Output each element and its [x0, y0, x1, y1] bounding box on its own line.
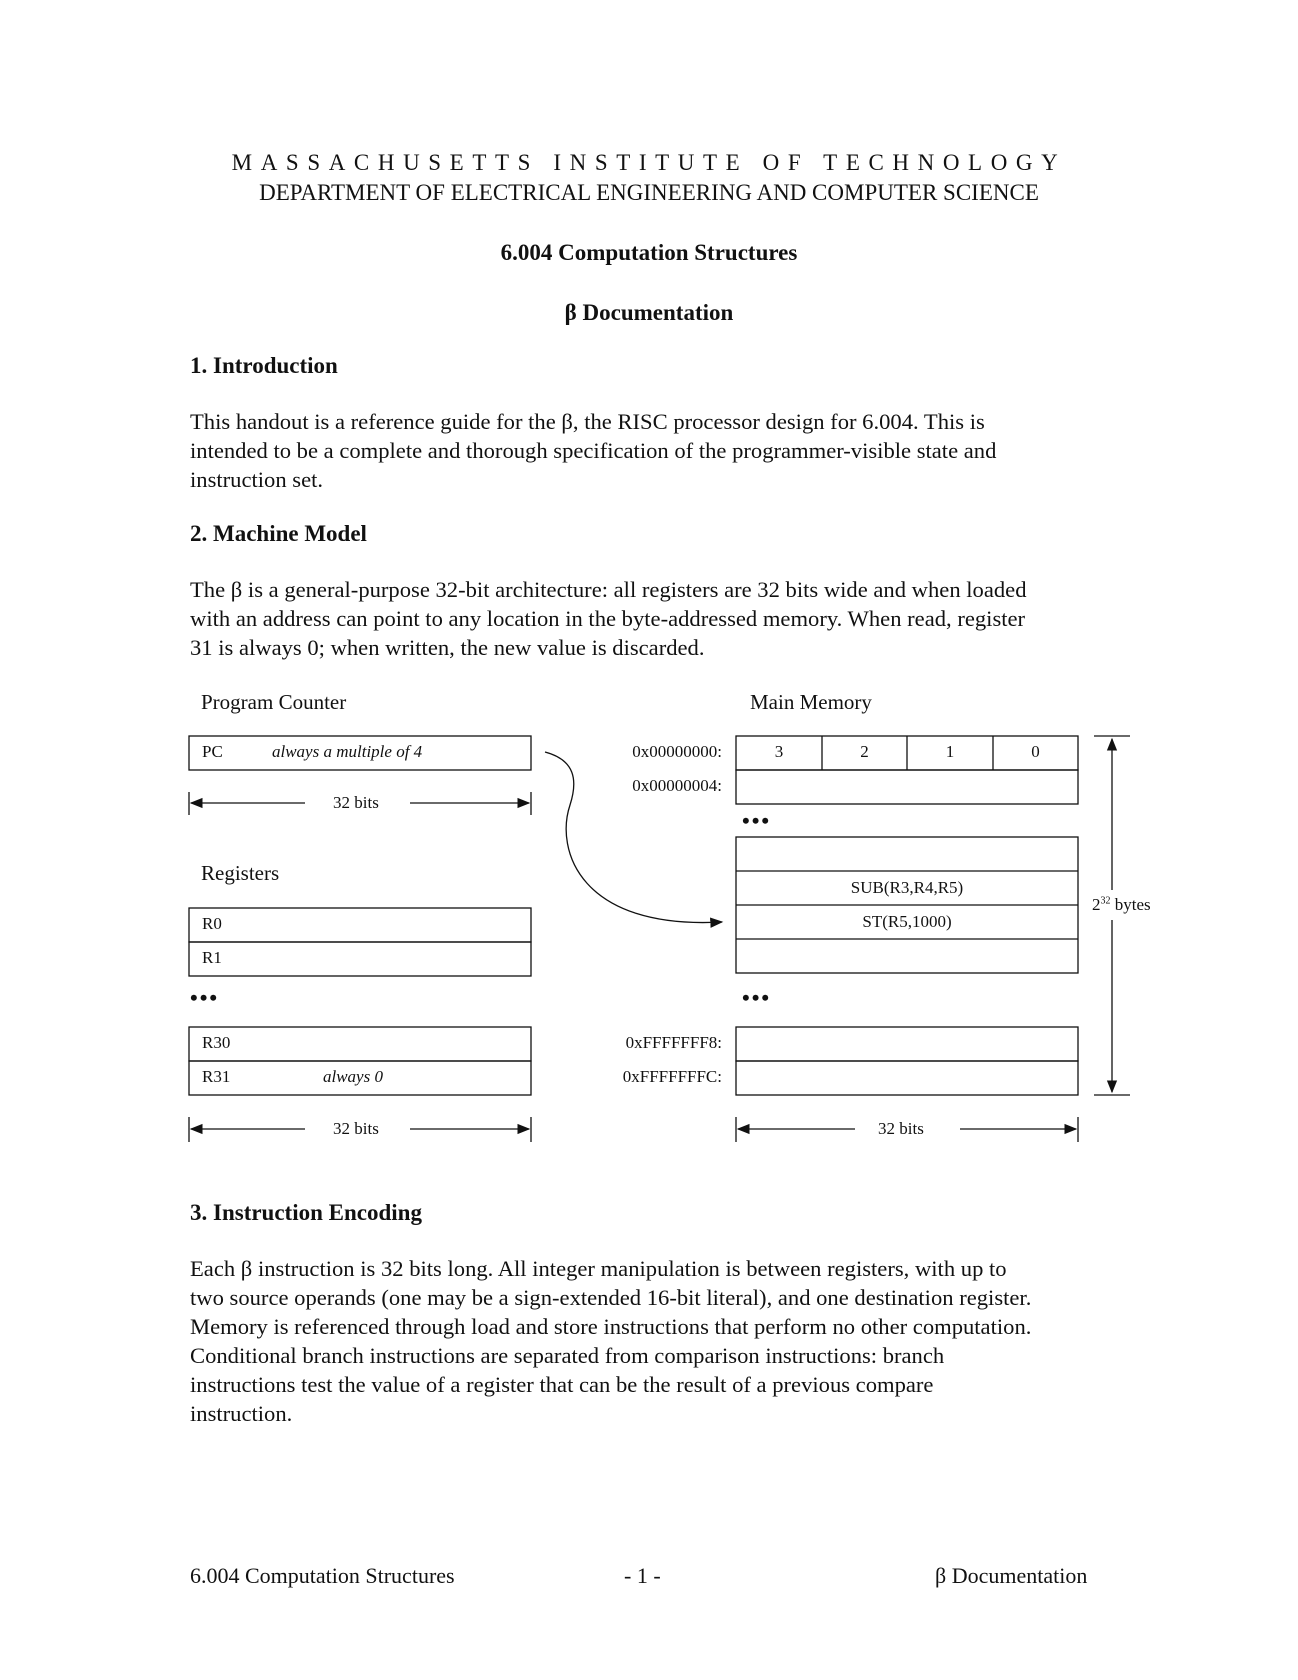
- section-heading-machine-model: 2. Machine Model: [190, 521, 367, 546]
- department-name: DEPARTMENT OF ELECTRICAL ENGINEERING AND COMPUTER SCIENCE: [259, 180, 1039, 205]
- course-title: 6.004 Computation Structures: [500, 240, 798, 265]
- registers-ellipsis: •••: [190, 985, 220, 1010]
- register-label-r30: R30: [202, 1033, 231, 1052]
- register-box-r0: [189, 908, 531, 942]
- byte-label: 0: [1031, 742, 1040, 761]
- paragraph-line: instruction set.: [190, 467, 324, 492]
- paragraph-line: Conditional branch instructions are separated from comparison instructions: branch: [190, 1343, 945, 1368]
- register-label-r0: R0: [202, 914, 222, 933]
- byte-label: 3: [774, 742, 784, 761]
- memory-width-label: 32 bits: [878, 1119, 924, 1138]
- address-label: 0xFFFFFFF8:: [625, 1033, 722, 1052]
- institution-name: MASSACHUSETTS INSTITUTE OF TECHNOLOGY: [231, 150, 1067, 175]
- memory-size-exponent: 32: [1100, 895, 1111, 907]
- paragraph-line: The β is a general-purpose 32-bit architecture: all registers are 32 bits wide and when loaded: [190, 577, 1027, 602]
- address-label: 0x00000004:: [632, 776, 722, 795]
- memory-size-base: 2: [1092, 895, 1101, 914]
- address-label: 0x00000000:: [632, 742, 722, 761]
- memory-instruction-st: ST(R5,1000): [862, 912, 952, 931]
- memory-word-fffc: [736, 1061, 1078, 1095]
- section-heading-instruction-encoding: 3. Instruction Encoding: [190, 1200, 422, 1225]
- footer-page-number: - 1 -: [624, 1563, 661, 1588]
- memory-ellipsis: •••: [742, 808, 772, 833]
- memory-word-4: [736, 770, 1078, 804]
- memory-word-fff8: [736, 1027, 1078, 1061]
- memory-ellipsis: •••: [742, 985, 772, 1010]
- pc-label: PC: [202, 742, 223, 761]
- instruction-encoding-paragraph: [190, 1254, 1150, 1428]
- register-label-r31: R31: [202, 1067, 231, 1086]
- register-label-r1: R1: [202, 948, 222, 967]
- pc-width-label: 32 bits: [333, 793, 379, 812]
- registers-title: Registers: [201, 861, 280, 885]
- footer-left: 6.004 Computation Structures: [190, 1563, 455, 1588]
- byte-label: 2: [860, 742, 869, 761]
- document-title: β Documentation: [564, 300, 734, 325]
- memory-size-label: [1092, 895, 1151, 915]
- section-heading-introduction: 1. Introduction: [190, 353, 338, 378]
- byte-label: 1: [945, 742, 955, 761]
- r31-note: always 0: [323, 1067, 383, 1086]
- paragraph-line: instructions test the value of a register that can be the result of a previous compare: [190, 1372, 934, 1397]
- main-memory-title: Main Memory: [750, 690, 872, 714]
- program-counter-title: Program Counter: [201, 690, 347, 714]
- paragraph-line: This handout is a reference guide for the β, the RISC processor design for 6.004. This is: [190, 409, 985, 434]
- paragraph-line: Each β instruction is 32 bits long. All integer manipulation is between registers, with up to: [190, 1256, 1007, 1281]
- footer-right: β Documentation: [935, 1563, 1088, 1588]
- paragraph-line: 31 is always 0; when written, the new value is discarded.: [190, 635, 705, 660]
- memory-size-unit: bytes: [1114, 895, 1151, 914]
- register-box-r1: [189, 942, 531, 976]
- register-box-r30: [189, 1027, 531, 1061]
- paragraph-line: Memory is referenced through load and store instructions that perform no other computation.: [190, 1314, 1032, 1339]
- address-label: 0xFFFFFFFC:: [622, 1067, 722, 1086]
- memory-instruction-sub: SUB(R3,R4,R5): [850, 878, 964, 897]
- pc-note: always a multiple of 4: [272, 742, 423, 761]
- paragraph-line: two source operands (one may be a sign-extended 16-bit literal), and one destination register.: [190, 1285, 1032, 1310]
- paragraph-line: with an address can point to any location in the byte-addressed memory. When read, register: [190, 606, 1026, 631]
- paragraph-line: intended to be a complete and thorough specification of the programmer-visible state and: [190, 438, 997, 463]
- registers-width-label: 32 bits: [333, 1119, 379, 1138]
- paragraph-line: instruction.: [190, 1401, 293, 1426]
